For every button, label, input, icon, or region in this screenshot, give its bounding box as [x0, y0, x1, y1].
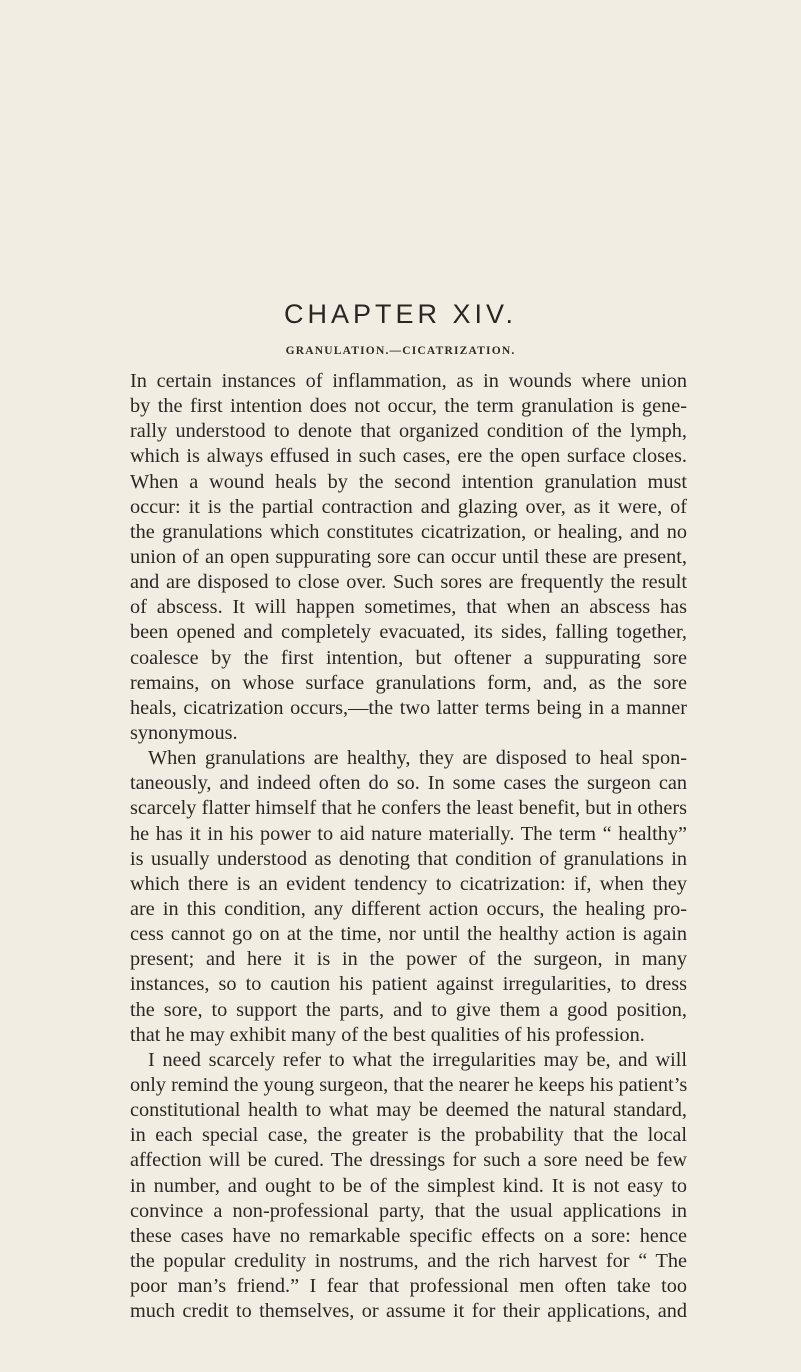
text-line: coalesce by the first intention, but oftener a suppurating sore: [130, 646, 687, 669]
text-line: been opened and completely evacuated, its sides, falling together,: [130, 621, 687, 644]
text-line: that he may exhibit many of the best qualities of his profession.: [130, 1023, 645, 1046]
text-line: occur: it is the partial contraction and glazing over, as it were, of: [130, 495, 687, 518]
text-line: I need scarcely refer to what the irregularities may be, and will: [148, 1048, 687, 1071]
text-line: is usually understood as denoting that condition of granulations in: [130, 847, 687, 870]
text-line: of abscess. It will happen sometimes, that when an abscess has: [130, 596, 687, 619]
text-line: convince a non-professional party, that the usual applications in: [130, 1199, 687, 1222]
text-line: in each special case, the greater is the probability that the local: [130, 1124, 687, 1147]
body-text: [130, 369, 687, 1324]
text-line: affection will be cured. The dressings for such a sore need be few: [130, 1149, 687, 1172]
text-line: union of an open suppurating sore can occur until these are present,: [130, 545, 687, 568]
text-line: synonymous.: [130, 721, 238, 744]
text-line: When granulations are healthy, they are disposed to heal spon-: [148, 747, 687, 770]
section-heading: GRANULATION.—CICATRIZATION.: [285, 345, 516, 357]
text-line: the granulations which constitutes cicatrization, or healing, and no: [130, 520, 687, 543]
text-line: constitutional health to what may be deemed the natural standard,: [130, 1099, 687, 1122]
text-line: and are disposed to close over. Such sores are frequently the result: [130, 571, 687, 594]
text-line: he has it in his power to aid nature materially. The term “ healthy”: [130, 822, 687, 845]
text-line: present; and here it is in the power of the surgeon, in many: [130, 948, 687, 971]
text-line: much credit to themselves, or assume it for their applications, and: [130, 1300, 687, 1323]
text-line: heals, cicatrization occurs,—the two latter terms being in a manner: [130, 696, 687, 719]
chapter-title: CHAPTER XIV.: [283, 299, 518, 329]
text-line: by the first intention does not occur, the term granulation is gene-: [130, 395, 687, 418]
text-line: When a wound heals by the second intention granulation must: [130, 470, 687, 493]
text-line: rally understood to denote that organized condition of the lymph,: [130, 420, 687, 443]
text-line: instances, so to caution his patient against irregularities, to dress: [130, 973, 687, 996]
text-line: the popular credulity in nostrums, and the rich harvest for “ The: [130, 1249, 687, 1272]
text-line: scarcely flatter himself that he confers the least benefit, but in others: [130, 797, 687, 820]
text-line: in number, and ought to be of the simplest kind. It is not easy to: [130, 1174, 687, 1197]
text-line: these cases have no remarkable specific effects on a sore: hence: [130, 1224, 687, 1247]
text-line: which there is an evident tendency to cicatrization: if, when they: [130, 872, 687, 895]
text-line: In certain instances of inflammation, as in wounds where union: [130, 370, 687, 392]
text-line: the sore, to support the parts, and to give them a good position,: [130, 998, 687, 1021]
text-line: remains, on whose surface granulations form, and, as the sore: [130, 671, 687, 694]
text-line: which is always effused in such cases, ere the open surface closes.: [130, 445, 687, 468]
text-line: poor man’s friend.” I fear that professional men often take too: [130, 1275, 687, 1298]
text-line: are in this condition, any different action occurs, the healing pro-: [130, 897, 687, 920]
text-line: cess cannot go on at the time, nor until the healthy action is again: [130, 923, 687, 946]
text-line: taneously, and indeed often do so. In some cases the surgeon can: [130, 772, 687, 795]
text-line: only remind the young surgeon, that the nearer he keeps his patient’s: [130, 1073, 688, 1096]
